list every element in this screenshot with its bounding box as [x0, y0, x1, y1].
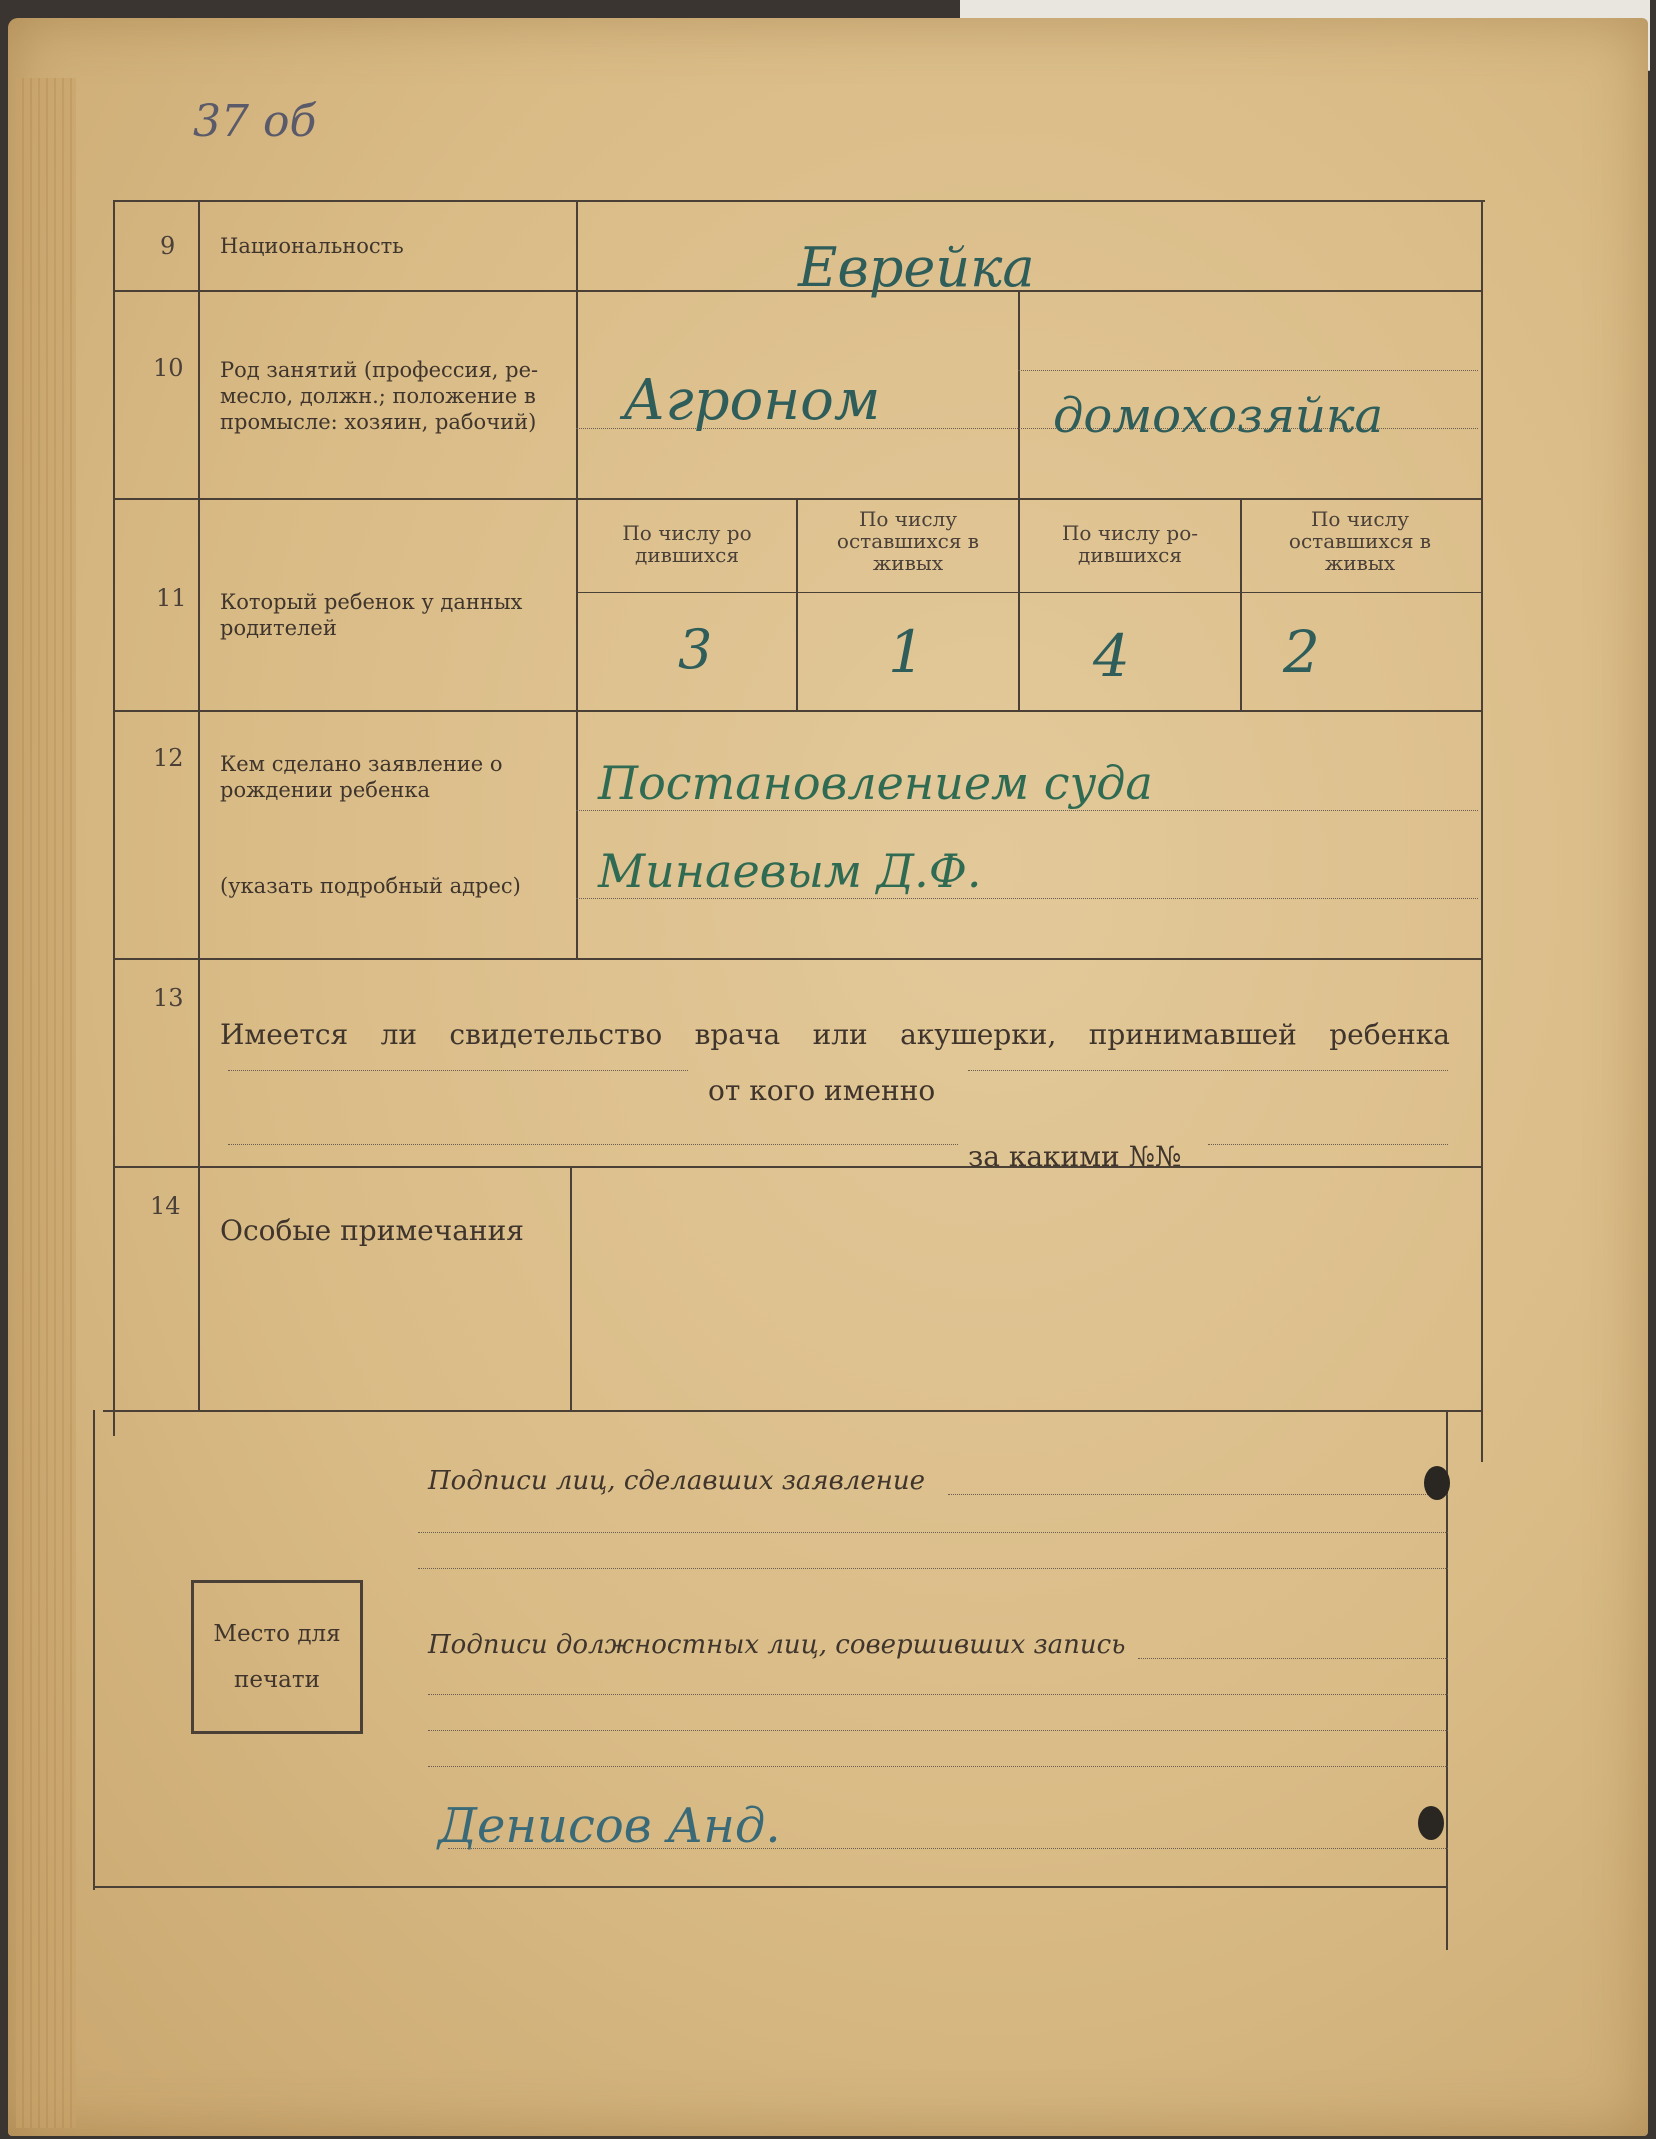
certificate-from-whom-label: от кого именно	[708, 1074, 936, 1107]
stamp-place-line-1: Место для	[213, 1621, 341, 1647]
child-col-1-head-1: По числу ро	[622, 521, 752, 545]
nationality-label: Национальность	[220, 234, 404, 258]
child-order-label-line-2: родителей	[220, 616, 337, 640]
child-col-4-head-2: оставшихся в	[1288, 529, 1432, 553]
stamp-place-line-2: печати	[234, 1667, 320, 1693]
child-col-3-head-1: По числу ро-	[1061, 521, 1199, 545]
child-col-2-head-1: По числу	[858, 507, 958, 531]
notes-label: Особые примечания	[220, 1214, 524, 1247]
certificate-question: Имеется ли свидетельство врача или акушерки, принимавшей ребенка	[220, 1018, 1450, 1051]
row-number-13: 13	[153, 984, 184, 1012]
stamp-place-box	[191, 1580, 363, 1734]
certificate-numbers-label: за какими №№	[968, 1140, 1182, 1173]
declarant-address-label: (указать подробный адрес)	[220, 874, 521, 898]
child-col-3-head-2: дившихся	[1078, 543, 1182, 567]
official-signature: Денисов Анд.	[438, 1798, 781, 1854]
binder-hole-bottom	[1418, 1806, 1444, 1840]
row-number-10: 10	[153, 354, 184, 382]
declarant-label-line-2: рождении ребенка	[220, 778, 431, 802]
declarant-value-line-1: Постановлением суда	[598, 756, 1153, 810]
archive-mark: 37 об	[193, 96, 317, 147]
row-number-14: 14	[150, 1192, 181, 1220]
child-col-1-value: 3	[678, 618, 713, 681]
occupation-father-value: Агроном	[623, 368, 881, 433]
child-col-4-head-3: живых	[1324, 551, 1396, 575]
nationality-value: Еврейка	[798, 236, 1035, 299]
occupation-label-line-2: месло, должн.; положение в	[220, 384, 536, 408]
child-col-2-head-2: оставшихся в	[836, 529, 980, 553]
row-number-9: 9	[160, 232, 176, 260]
declarant-label-line-1: Кем сделано заявление о	[220, 752, 503, 776]
page-stack-edges	[16, 78, 76, 2128]
child-col-2-value: 1	[888, 618, 925, 686]
child-col-4-value: 2	[1283, 618, 1320, 686]
occupation-mother-value: домохозяйка	[1053, 388, 1384, 444]
binder-hole-top	[1424, 1466, 1450, 1500]
occupation-label-line-1: Род занятий (профессия, ре-	[220, 358, 539, 382]
declarants-signature-label: Подписи лиц, сделавших заявление	[428, 1466, 925, 1496]
officials-signature-label: Подписи должностных лиц, совершивших запись	[428, 1630, 1126, 1660]
child-order-label-line-1: Который ребенок у данных	[220, 590, 523, 614]
row-number-12: 12	[153, 744, 184, 772]
document-page	[8, 18, 1648, 2136]
child-col-2-head-3: живых	[872, 551, 944, 575]
child-col-3-value: 4	[1093, 622, 1130, 690]
declarant-value-line-2: Минаевым Д.Ф.	[598, 844, 982, 898]
child-col-1-head-2: дившихся	[635, 543, 739, 567]
occupation-label-line-3: промысле: хозяин, рабочий)	[220, 410, 537, 434]
row-number-11: 11	[156, 584, 187, 612]
child-col-4-head-1: По числу	[1310, 507, 1410, 531]
